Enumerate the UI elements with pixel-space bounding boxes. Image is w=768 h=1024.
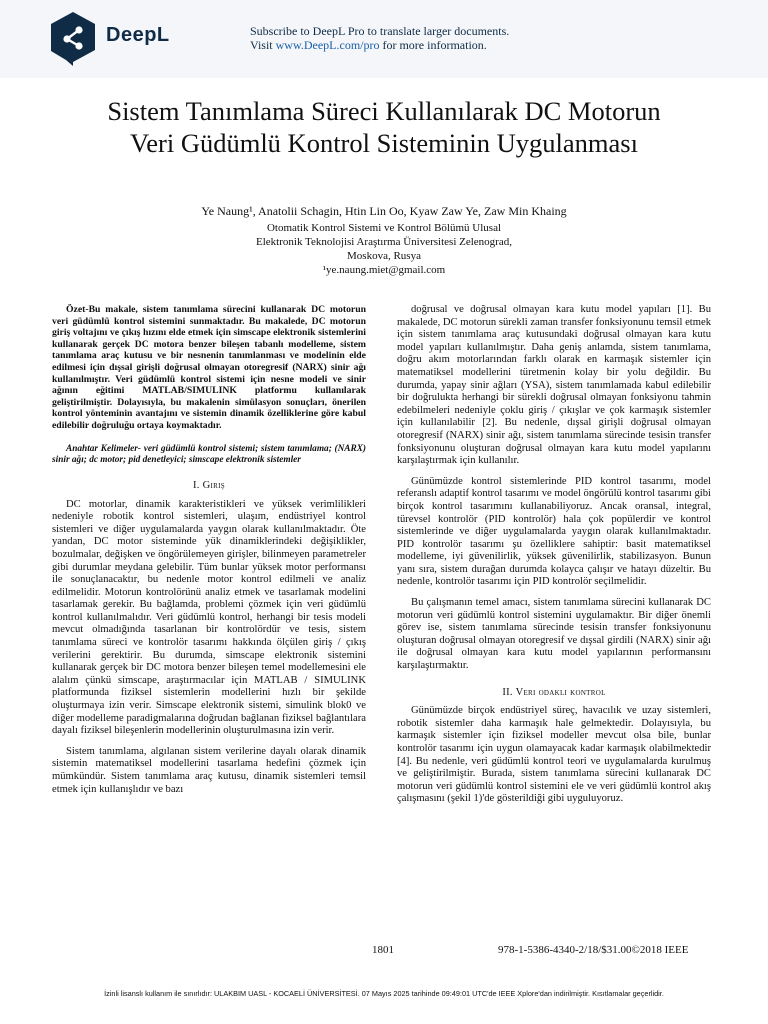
paragraph: Sistem tanımlama, algılanan sistem verilerine dayalı olarak dinamik sistemin matematiksel modellerini tasarlama hedefini çözmek için mümkündür. Sistem tanımlama araç kutusu, dinamik sistemleri temsil etmek için kullanışlıdır ve bazı [52,745,366,795]
deepl-wordmark: DeepL [106,24,170,46]
affiliation-line: Elektronik Teknolojisi Araştırma Üniversitesi Zelenograd, [256,236,512,248]
keywords: Anahtar Kelimeler- veri güdümlü kontrol sistemi; sistem tanımlama; (NARX) sinir ağı; dc motor; pid denetleyici; simscape elektronik sistemler [52,443,366,465]
title-line-1: Sistem Tanımlama Süreci Kullanılarak DC Motorun [107,96,661,126]
affiliation-line: Otomatik Kontrol Sistemi ve Kontrol Bölümü Ulusal [266,222,502,234]
paper-title [0,95,768,159]
affiliation-line: Moskova, Rusya [347,250,421,262]
subscribe-notice [250,24,509,52]
author-list: Ye Naung¹, Anatolii Schagin, Htin Lin Oo, Kyaw Zaw Ye, Zaw Min Khaing [201,204,567,218]
page-number: 1801 [372,944,394,956]
abstract: Özet-Bu makale, sistem tanımlama sürecini kullanarak DC motorun veri güdümlü kontrol sistemini sunmaktadır. Bu makalede, DC motorun giriş voltajını ve çıkış hızını elde etmek için simscape elektronik sistemlerini kullanarak gerçek DC motora benzer bileşen tabanlı modelleme, sistem tanımlama araç kutusu ve bir nesnenin tanımlanması ve modelinin elde edilmesi için dışsal girişli doğrusal olmayan otoregresif (NARX) sinir ağı kullanılmıştır. Veri güdümlü kontrol sistemi için nesne modeli ve sinir ağının eğitimi MATLAB/SIMULINK platformu kullanılarak geliştirilmiştir. Dolayısıyla, bu makalenin simülasyon sonuçları, önerilen kontrol yönteminin avantajını ve sistemin dinamik özelliklerine göre kabul edilebilir doğruluğu ortaya koymaktadır. [52,304,366,431]
license-notice: İzinli lisanslı kullanım ile sınırlıdır: ULAKBIM UASL - KOCAELİ ÜNİVERSİTESİ. 07 Mayıs 2025 tarihinde 09:49:01 UTC'de IEEE Xplore'dan indirilmiştir. Kısıtlamalar geçerlidir. [104,989,664,998]
subscribe-line: Subscribe to DeepL Pro to translate larger documents. [250,24,510,38]
visit-suffix: for more information. [379,38,487,52]
paragraph: DC motorlar, dinamik karakteristikleri ve yüksek verimlilikleri nedeniyle robotik kontrol sistemleri, ulaşım, endüstriyel kontrol sistemleri ve diğer uygulamalarda yaygın olarak kullanılmaktadır. Öte yandan, DC motor sisteminde yük dinamiklerindeki değişiklikler, bozulmalar, değişken ve öngörülemeyen girişler, bilinmeyen parametreler gibi durumlar meydana gelebilir. Tüm bunlar yüksek motor performansı ile sonuçlanacaktır, bu nedenle motor kontrol edilmeli ve analiz edilmelidir. Motorun kontrolörünü analiz etmek ve tasarlamak modelini tasarlamak gerekir. Bu bağlamda, problemi çözmek için veri güdümlü kontrol kullanılmalıdır. Veri güdümlü kontrol, herhangi bir tesis modeli mevcut olmadığında tasarlanan bir kontrolördür ve tesis, sistem tanımlama süreci ve kontrolör tasarımı hakkında ölçülen giriş / çıkış verilerini gerektirir. Bu durumda, simscape elektronik sistemini kullanarak gerçek bir DC motora benzer bileşen temel modellemesini ele alalım çünkü simscape, araştırmacılar için MATLAB / SIMULINK platformunda fiziksel sistemlerin modellerini hızlı bir şekilde oluşturmaya izin verir. Simscape elektronik sistemi, simulink blok0 ve diğer modelleme paradigmalarına doğrudan bağlanan fiziksel bağlantılara dayalı fiziksel bileşenlerin modellerinin oluşturulmasına izin verir. [52,498,366,737]
affiliation [0,221,768,277]
visit-line [250,38,509,52]
deepl-pro-link[interactable]: www.DeepL.com/pro [275,38,380,52]
section-heading-data-driven-control: II. Veri odakli kontrol [502,686,606,698]
title-line-2: Veri Güdümlü Kontrol Sisteminin Uygulanması [130,128,638,158]
author-email: ¹ye.naung.miet@gmail.com [322,264,446,276]
isbn-copyright: 978-1-5386-4340-2/18/$31.00©2018 IEEE [498,944,689,956]
paragraph: doğrusal ve doğrusal olmayan kara kutu model yapıları [1]. Bu makalede, DC motorun sürekli zaman transfer fonksiyonunu temsil etmek için sistem tanımlama araç kutusundaki doğrusal olmayan kara kutu model yapıları kullanılmıştır. Daha geniş anlamda, sistem tanımlama, doğru akım motorlarından farklı olarak en karmaşık sistemler için matematiksel modellerini türetmenin kolay bir yolu değildir. Bu durumda, yapay sinir ağları (YSA), sistem tanımlamada kabul edilebilir bir doğrulukta herhangi bir sürekli doğrusal olmayan fonksiyonu tahmin edebilmeleri nedeniyle çoklu giriş / çıkışlar ve çok karmaşık sistemler için kullanılabilir [2]. Bu nedenle, dışsal girişli doğrusal olmayan otoregresif (NARX) sinir ağı, sistem tanımlama sürecinde tesisin transfer fonksiyonunu oluşturan doğrusal olmayan kara kutu model yapılarını karşılaştırmak için kullanılır. [397,304,711,467]
left-column [52,304,366,804]
deepl-logo-icon [48,10,98,66]
right-column [397,304,711,814]
paragraph: Günümüzde birçok endüstriyel süreç, havacılık ve uzay sistemleri, robotik sistemler daha karmaşık hale gelmektedir. Dolayısıyla, bu karmaşık sistemler için fiziksel modeller mevcut olsa bile, bunlar kontrolör tasarımı için uygun olamayacak kadar karmaşık olabilmektedir [4]. Bu nedenle, veri güdümlü kontrol teori ve uygulamalarda kurulmuş ve geliştirilmiştir. Burada, sistem tanımlama sürecini kullanarak DC motorun veri güdümlü kontrol sistemini ele ve veri güdümlü kontrol akış çalışmasını (şekil 1)'de gösterildiği gibi uyguluyoruz. [397,705,711,805]
visit-prefix: Visit [250,38,276,52]
section-heading-introduction: I. Giriş [193,479,225,491]
paragraph: Günümüzde kontrol sistemlerinde PID kontrol tasarımı, model referanslı adaptif kontrol tasarımı ve model öngörülü kontrol tasarımı gibi birçok kontrol tasarımını kullanabiliyoruz. Ancak oransal, integral, türevsel kontrolör (PID kontrolör) hala çok popülerdir ve kontrol sistemlerinde ve diğer uygulamalarda yaygın olarak kullanılmaktadır. PID kontrolör tasarımı şu özelliklere sahiptir: basit matematiksel modelleme, iyi güvenilirlik, yüksek güvenilirlik, stabilizasyon. Bunun yanı sıra, sistem durağan durumda kolayca çalışır ve hatayı düzeltir. Bu nedenle, kontrolör tasarımı için PID kontrolör seçilmelidir. [397,475,711,588]
paragraph: Bu çalışmanın temel amacı, sistem tanımlama sürecini kullanarak DC motorun veri güdümlü kontrol sistemini uygulamaktır. Bir diğer önemli görev ise, sistem tanımlama sürecinde tesisin transfer fonksiyonunu oluşturan doğrusal olmayan otoregresif ve dışsal girdili (NARX) sinir ağı ile doğrusal olmayan kara kutu model yapılarının performansını karşılaştırmaktır. [397,597,711,672]
deepl-banner [0,0,768,78]
